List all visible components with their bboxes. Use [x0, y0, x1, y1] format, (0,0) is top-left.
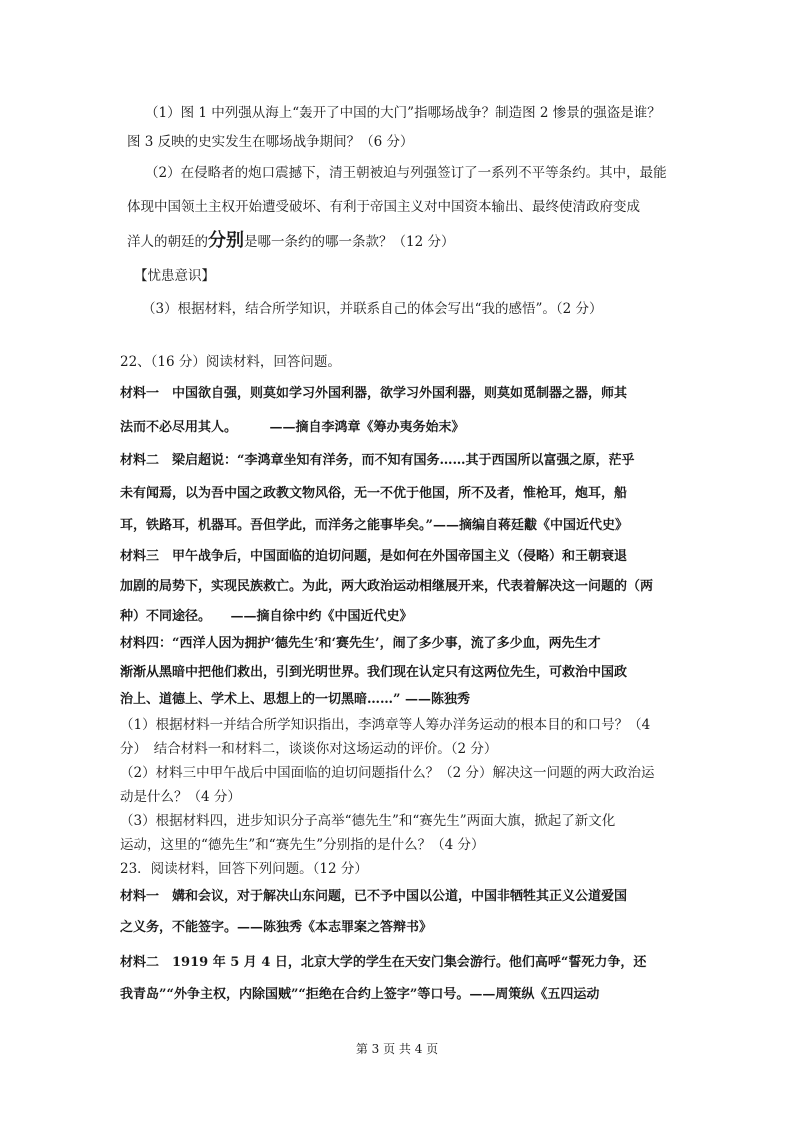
q22-question2-line1: （2）材料三中甲午战后中国面临的迫切问题指什么？（2 分）解决这一问题的两大政治运 — [120, 765, 655, 781]
q21-part2-line1: （2）在侵略者的炮口震撼下，清王朝被迫与列强签订了一系列不平等条约。其中，最能 — [145, 165, 667, 181]
q22-question2-line2: 动是什么？（4 分） — [120, 789, 241, 805]
section-title-youhuan: 【忧患意识】 — [134, 268, 215, 284]
q22-material2-line1: 材料二 梁启超说：“李鸿章坐知有洋务，而不知有国务……其于西国所以富强之原，茫乎 — [120, 453, 635, 468]
q21-part2-line2: 体现中国领土主权开始遭受破坏、有利于帝国主义对中国资本输出、最终使清政府变成 — [127, 199, 640, 215]
q22-question1-line2: 分） 结合材料一和材料二，谈谈你对这场运动的评价。（2 分） — [120, 741, 498, 757]
q21-part2-line3-a: 洋人的朝廷的 — [127, 234, 208, 250]
q23-material1-line2: 之义务，不能签字。——陈独秀《本志罪案之答辩书》 — [120, 920, 433, 935]
q22-material3-line2: 加剧的局势下，实现民族救亡。为此，两大政治运动相继展开来，代表着解决这一问题的（两 — [120, 579, 654, 594]
q22-material1-line2: 法而不必尽用其人。 ——摘自李鸿章《筹办夷务始末》 — [120, 420, 465, 435]
q21-part1-line2: 图 3 反映的史实发生在哪场战争期间？（6 分） — [127, 134, 414, 150]
q21-part1-line1: （1）图 1 中列强从海上“轰开了中国的大门”指哪场战争？制造图 2 惨景的强盗是谁？ — [145, 105, 661, 121]
q22-question1-line1: （1）根据材料一并结合所学知识指出，李鸿章等人筹办洋务运动的根本目的和口号？（4 — [120, 717, 651, 733]
q23-material2-line1: 材料二 1919 年 5 月 4 日，北京大学的学生在天安门集会游行。他们高呼“誓死力争，还 — [120, 955, 647, 970]
q22-material4-line3: 治上、道德上、学术上、思想上的一切黑暗……” ——陈独秀 — [120, 692, 471, 707]
q22-question3-line2: 运动，这里的“德先生”和“赛先生”分别指的是什么？（4 分） — [120, 837, 485, 853]
q22-material3-line3: 种）不同途径。 ——摘自徐中约《中国近代史》 — [120, 609, 413, 624]
q22-material2-line3: 耳，铁路耳，机器耳。吾但学此，而洋务之能事毕矣。”——摘编自蒋廷黻《中国近代史》 — [120, 518, 628, 533]
page-footer: 第 3 页 共 4 页 — [355, 1042, 439, 1056]
q23-material1-line1: 材料一 媾和会议，对于解决山东问题，已不予中国以公道，中国非牺牲其正义公道爱国 — [120, 889, 628, 904]
q22-material3-line1: 材料三 甲午战争后，中国面临的迫切问题，是如何在外国帝国主义（侵略）和王朝衰退 — [120, 549, 628, 564]
q22-material1-line1: 材料一 中国欲自强，则莫如学习外国利器，欲学习外国利器，则莫如觅制器之器，师其 — [120, 386, 628, 401]
emphasis-fenbie: 分别 — [208, 230, 244, 251]
q23-material2-line2: 我青岛”“外争主权，内除国贼”“拒绝在合约上签字”等口号。——周策纵《五四运动 — [120, 987, 600, 1002]
q22-material2-line2: 未有闻焉，以为吾中国之政教文物风俗，无一不优于他国，所不及者，惟枪耳，炮耳，船 — [120, 486, 628, 501]
q21-part3: （3）根据材料，结合所学知识，并联系自己的体会写出“我的感悟”。（2 分） — [142, 301, 603, 317]
q22-question3-line1: （3）根据材料四，进步知识分子高举“德先生”和“赛先生”两面大旗，掀起了新文化 — [120, 813, 616, 829]
q21-part2-line3 — [127, 231, 454, 252]
q22-header: 22、（16 分）阅读材料，回答问题。 — [120, 354, 341, 370]
q21-part2-line3-c: 是哪一条约的哪一条款？（12 分） — [244, 234, 455, 250]
q22-material4-line1: 材料四：“西洋人因为拥护‘德先生’和‘赛先生’，闹了多少事，流了多少血，两先生才 — [120, 636, 601, 651]
q23-header: 23．阅读材料，回答下列问题。（12 分） — [120, 861, 368, 877]
q22-material4-line2: 渐渐从黑暗中把他们救出，引到光明世界。我们现在认定只有这两位先生，可救治中国政 — [120, 665, 628, 680]
